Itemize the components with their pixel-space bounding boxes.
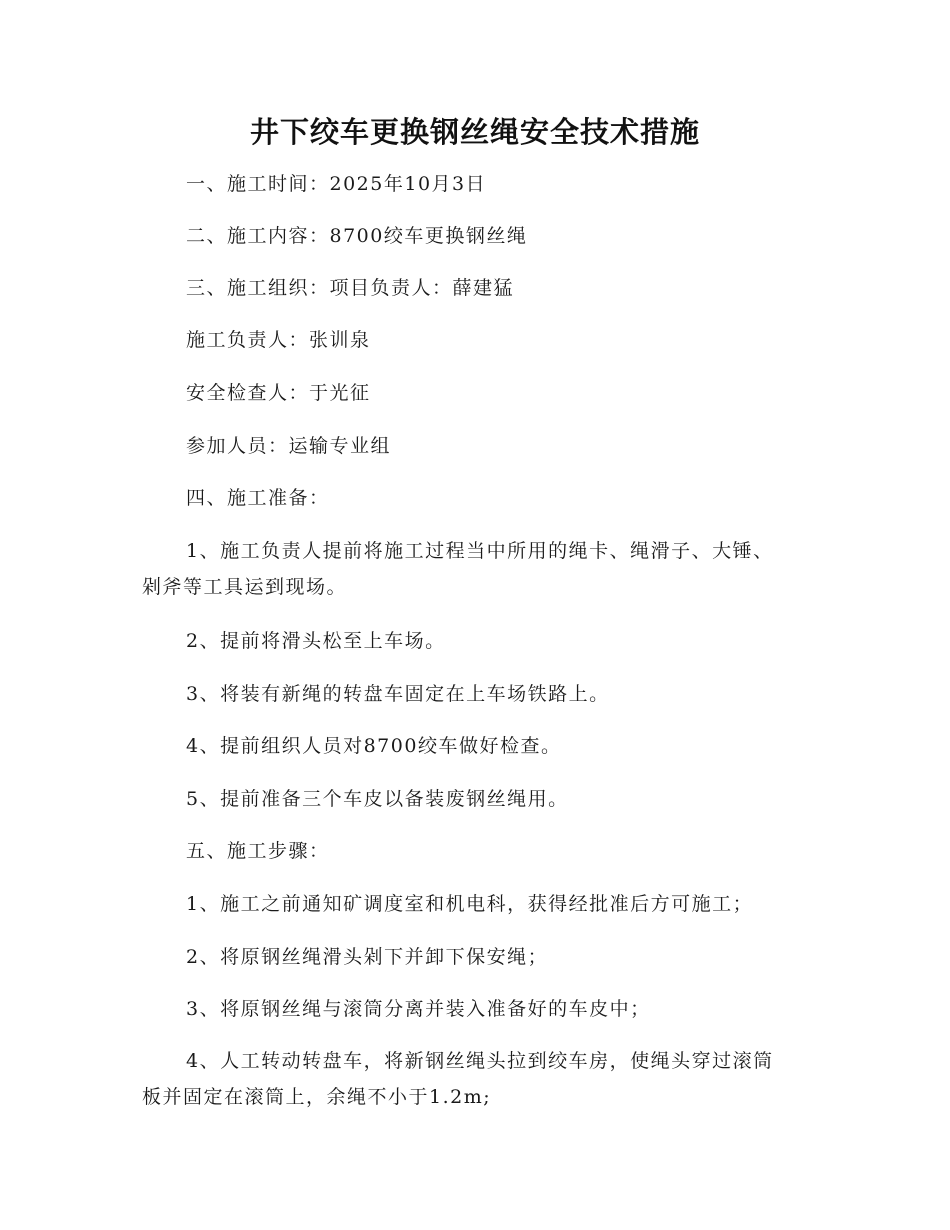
paragraph-line: 三、施工组织：项目负责人：薛建猛 (186, 277, 515, 299)
paragraph-construction-content (142, 218, 812, 254)
paragraph-step-2 (142, 939, 812, 975)
paragraph-line: 一、施工时间：2025年10月3日 (186, 173, 487, 195)
paragraph-line: 3、将装有新绳的转盘车固定在上车场铁路上。 (186, 683, 610, 705)
paragraph-step-4 (142, 1043, 812, 1115)
paragraph-prep-1 (142, 533, 812, 605)
paragraph-construction-time (142, 166, 812, 202)
section-heading-preparation (142, 480, 812, 516)
paragraph-step-1 (142, 886, 812, 922)
paragraph-line: 参加人员：运输专业组 (186, 435, 392, 457)
paragraph-line: 4、提前组织人员对8700绞车做好检查。 (186, 735, 562, 757)
paragraph-line: 1、施工之前通知矿调度室和机电科，获得经批准后方可施工； (186, 893, 754, 915)
paragraph-prep-2 (142, 623, 812, 659)
paragraph-construction-lead (142, 322, 812, 358)
paragraph-line: 四、施工准备： (186, 487, 330, 509)
paragraph-line-continued: 剁斧等工具运到现场。 (142, 576, 348, 598)
paragraph-line: 施工负责人：张训泉 (186, 329, 371, 351)
paragraph-organization (142, 270, 812, 306)
paragraph-safety-inspector (142, 375, 812, 411)
paragraph-line: 五、施工步骤： (186, 840, 330, 862)
paragraph-step-3 (142, 991, 812, 1027)
paragraph-prep-4 (142, 728, 812, 764)
paragraph-participants (142, 428, 812, 464)
paragraph-line: 1、施工负责人提前将施工过程当中所用的绳卡、绳滑子、大锤、 (186, 540, 774, 562)
paragraph-prep-3 (142, 676, 812, 712)
paragraph-prep-5 (142, 781, 812, 817)
paragraph-line: 2、将原钢丝绳滑头剁下并卸下保安绳； (186, 946, 549, 968)
paragraph-line: 2、提前将滑头松至上车场。 (186, 630, 446, 652)
paragraph-line: 二、施工内容：8700绞车更换钢丝绳 (186, 225, 528, 247)
paragraph-line: 3、将原钢丝绳与滚筒分离并装入准备好的车皮中； (186, 998, 651, 1020)
paragraph-line: 5、提前准备三个车皮以备装废钢丝绳用。 (186, 788, 569, 810)
paragraph-line: 4、人工转动转盘车，将新钢丝绳头拉到绞车房，使绳头穿过滚筒 (186, 1050, 774, 1072)
paragraph-line-continued: 板并固定在滚筒上，余绳不小于1.2m; (142, 1086, 492, 1108)
document-title: 井下绞车更换钢丝绳安全技术措施 (249, 115, 700, 149)
section-heading-steps (142, 833, 812, 869)
paragraph-line: 安全检查人：于光征 (186, 382, 371, 404)
